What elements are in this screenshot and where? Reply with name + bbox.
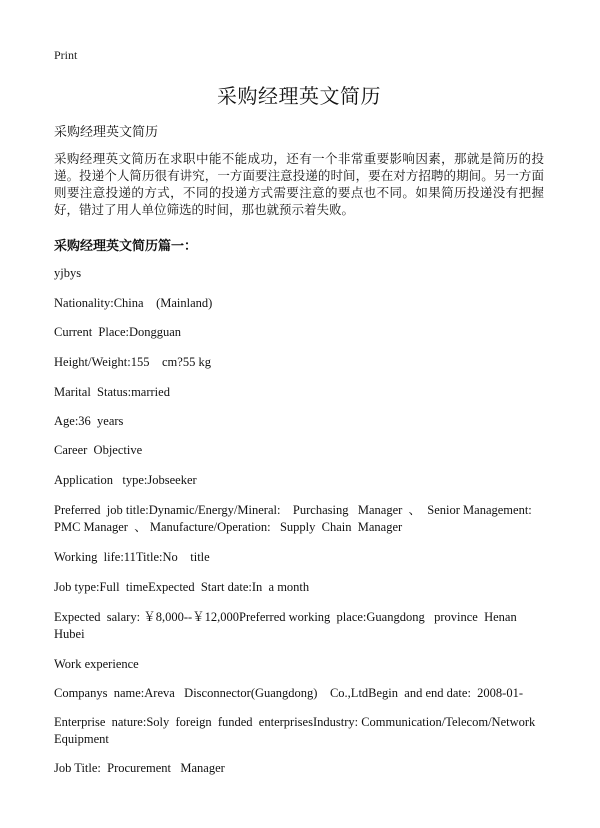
resume-line-age: Age:36 years [54, 414, 124, 428]
resume-line-current-place: Current Place:Dongguan [54, 325, 182, 339]
section-heading: 采购经理英文简历篇一： [54, 239, 198, 254]
resume-line-preferred-job: Preferred job title:Dynamic/Energy/Mineral: Purchasing Manager 、 Senior Management: PMC Manager 、 Manufacture/Operation: Supply Chain Manager [54, 503, 539, 534]
page-subtitle: 采购经理英文简历 [54, 125, 159, 140]
resume-line-company: Companys name:Areva Disconnector(Guangdong) Co.,LtdBegin and end date: 2008-01- [54, 686, 523, 700]
intro-paragraph: 采购经理英文简历在求职中能不能成功，还有一个非常重要影响因素，那就是简历的投递。投递个人简历很有讲究，一方面要注意投递的时间，要在对方招聘的期间。另一方面则要注意投递的方式，不同的投递方式需要注意的要点也不同。如果简历投递没有把握好，错过了用人单位筛选的时间，那也就预示着失败。 [54, 151, 544, 217]
resume-line-source: yjbys [54, 266, 82, 280]
resume-line-career-objective: Career Objective [54, 443, 143, 457]
resume-line-expected-salary: Expected salary: ￥8,000--￥12,000Preferred working place:Guangdong province Henan Hubei [54, 610, 520, 641]
resume-line-job-title: Job Title: Procurement Manager [54, 761, 225, 775]
resume-line-job-type: Job type:Full timeExpected Start date:In a month [54, 580, 310, 594]
resume-line-height-weight: Height/Weight:155 cm?55 kg [54, 355, 211, 369]
print-link[interactable]: Print [54, 48, 78, 62]
resume-line-working-life: Working life:11Title:No title [54, 550, 210, 564]
resume-line-enterprise-nature: Enterprise nature:Soly foreign funded enterprisesIndustry: Communication/Telecom/Network Equipment [54, 715, 551, 746]
resume-line-work-experience: Work experience [54, 657, 139, 671]
resume-line-nationality: Nationality:China (Mainland) [54, 296, 213, 310]
page-title: 采购经理英文简历 [217, 84, 381, 108]
resume-line-application-type: Application type:Jobseeker [54, 473, 197, 487]
resume-line-marital-status: Marital Status:married [54, 385, 170, 399]
